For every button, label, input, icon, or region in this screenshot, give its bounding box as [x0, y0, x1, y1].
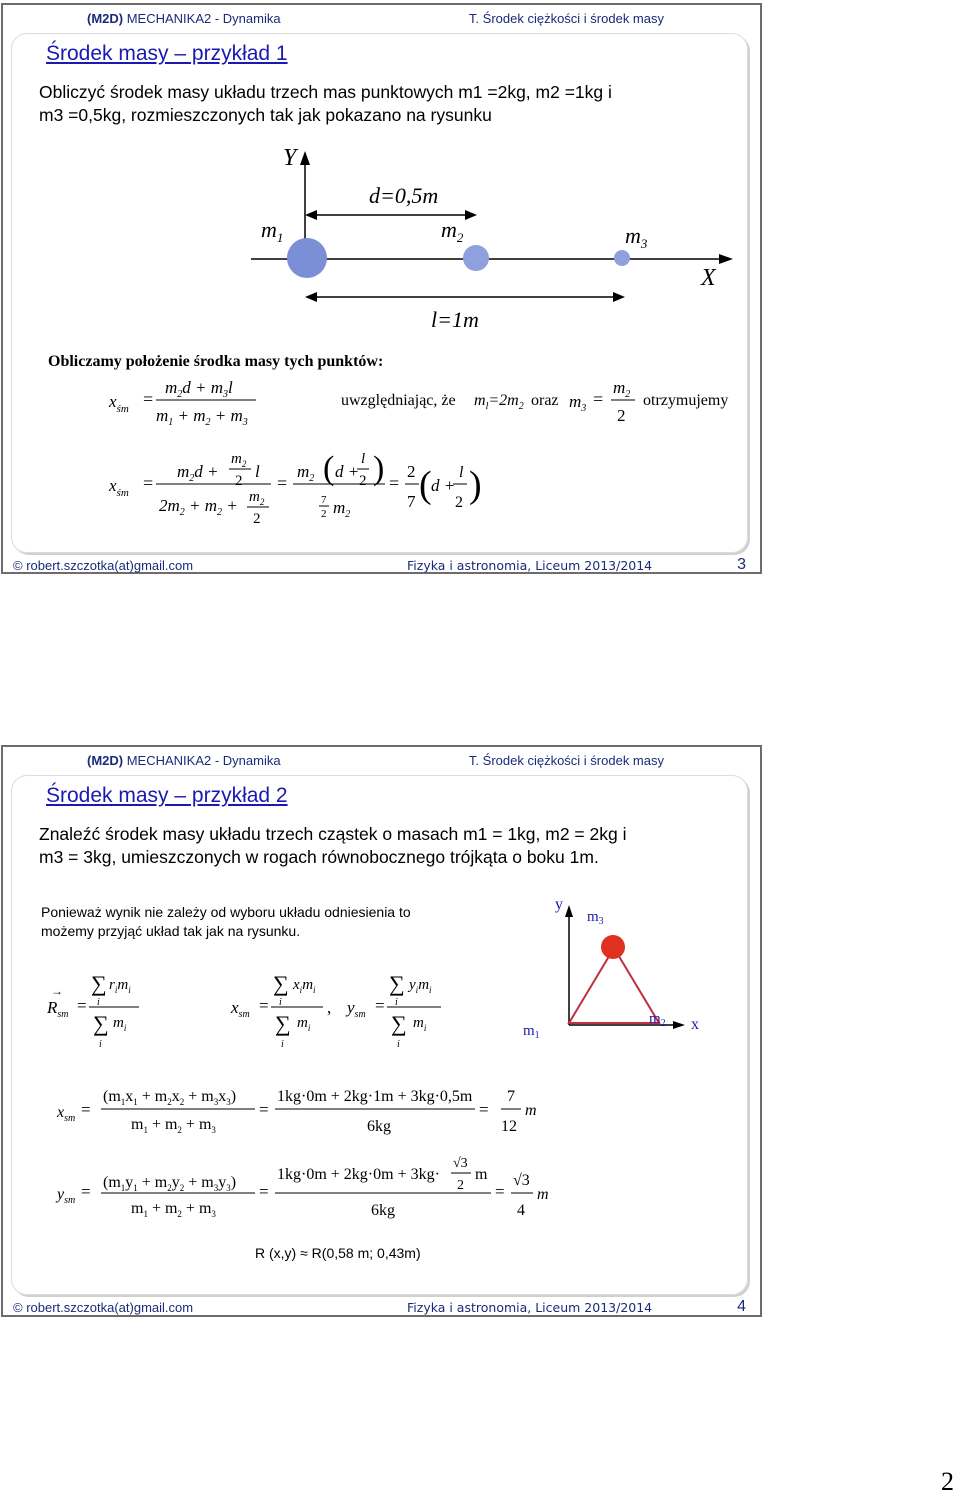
topic-title: T. Środek ciężkości i środek masy — [468, 753, 664, 768]
svg-text:∑: ∑ — [93, 1011, 109, 1036]
svg-text:m1 + m2 + m3: $m_1 + m_2 + m_3$ — [156, 406, 248, 428]
svg-text:(: ( — [323, 450, 335, 487]
svg-text:∑: ∑ — [273, 971, 289, 996]
svg-text:): ) — [373, 450, 385, 487]
svg-text:=: = — [389, 473, 400, 493]
svg-text:m1 + m2 + m3: $m_1 + m_2 + m_3$ — [131, 1200, 216, 1219]
svg-text:i: i — [99, 1039, 102, 1050]
svg-text:(: ( — [419, 464, 432, 506]
document-page-number: 2 — [941, 1467, 954, 1496]
svg-text:7: 7 — [321, 494, 327, 506]
d-label: d=0,5m — [369, 183, 439, 208]
svg-text:i: i — [281, 1039, 284, 1050]
slide-1 — [1, 3, 762, 574]
calc-heading: Obliczamy położenie środka masy tych punktów: — [48, 353, 384, 370]
svg-text:i: i — [395, 997, 398, 1008]
footer-course: Fizyka i astronomia, Liceum 2013/2014 — [407, 558, 653, 573]
svg-text:l: l — [459, 464, 464, 481]
svg-text:d +: d + — [431, 476, 456, 495]
m1-label: m — [523, 1023, 535, 1039]
svg-text:∑: ∑ — [389, 971, 405, 996]
svg-text:xśm: $x_{śm}$ — [109, 392, 129, 415]
svg-text:mi: $m_i$ — [113, 1015, 127, 1033]
x-axis-label: x — [691, 1016, 699, 1033]
course-code: (M2D) — [87, 11, 124, 26]
svg-text:m2d + m3l: $m_2d + m_3l$ — [165, 378, 233, 400]
course-code: (M2D) — [87, 753, 124, 768]
task-text: Obliczyć środek masy układu trzech mas punktowych m1 =2kg, m2 =1kg i m3 =0,5kg, rozmieszczonych tak jak pokazano na rysunku — [39, 82, 612, 125]
footer-email: robert.szczotka(at)gmail.com — [26, 558, 194, 573]
svg-text:=: = — [593, 389, 604, 409]
slide-header — [3, 747, 760, 775]
svg-text:m2: $m_2$ — [249, 489, 265, 507]
svg-text:yimi: $y_im_i$ — [409, 977, 432, 995]
svg-text:=: = — [259, 1182, 269, 1201]
svg-text:√3: √3 — [513, 1172, 530, 1189]
svg-text:m: m — [537, 1186, 549, 1203]
task-text: Znaleźć środek masy układu trzech cząstek o masach m1 = 1kg, m2 = 2kg i m3 = 3kg, umieszczonych w rogach równobocznego trójkąta o boku 1m. — [39, 824, 627, 867]
m3-label: m — [587, 909, 599, 925]
svg-text:ximi: $x_im_i$ — [293, 977, 316, 995]
svg-text:ysm: $y_{sm}$ — [57, 1186, 76, 1206]
svg-text:√3: √3 — [453, 1156, 468, 1171]
svg-text:ml=2m2: $m_l=2m_2$ — [474, 392, 524, 412]
svg-text:6kg: 6kg — [367, 1118, 391, 1135]
svg-text:2: 2 — [455, 494, 463, 511]
svg-text:m2: $m_2$ — [649, 1011, 666, 1029]
topic-title: T. Środek ciężkości i środek masy — [468, 11, 664, 26]
svg-text:otrzymujemy: otrzymujemy — [643, 392, 729, 409]
result-text: R (x,y) ≈ R(0,58 m; 0,43m) — [255, 1245, 421, 1261]
svg-text:xśm: $x_{śm}$ — [109, 476, 129, 499]
svg-text:m1: $m_1$ — [261, 217, 284, 245]
slide-card — [11, 33, 748, 553]
mass-2-circle — [463, 245, 489, 271]
svg-text:rimi: $r_im_i$ — [109, 977, 131, 995]
m2-label: m — [441, 217, 457, 242]
svg-text:xsm: $x_{sm}$ — [57, 1104, 76, 1124]
svg-text:=: = — [495, 1182, 505, 1201]
svg-text:): ) — [469, 464, 482, 506]
note-text: Ponieważ wynik nie zależy od wyboru układu odniesienia to możemy przyjąć układ tak jak na rysunku. — [41, 904, 411, 939]
svg-text:=: = — [81, 1100, 91, 1119]
general-formulas — [41, 965, 481, 1055]
m3-label: m — [625, 223, 641, 248]
svg-text:1kg·0m + 2kg·1m + 3kg·0,5m: 1kg·0m + 2kg·1m + 3kg·0,5m — [277, 1088, 473, 1105]
svg-text:m2: $m_2$ — [231, 451, 247, 469]
svg-text:m3: $m_3$ — [569, 392, 587, 414]
svg-text:∑: ∑ — [275, 1011, 291, 1036]
y-axis-label: Y — [283, 145, 297, 171]
y-axis-label: y — [555, 896, 563, 913]
slide-footer: © robert.szczotka(at)gmail.com Fizyka i astronomia, Liceum 2013/2014 3 — [13, 556, 746, 573]
svg-text:2: 2 — [359, 473, 367, 489]
svg-text:i: i — [397, 1039, 400, 1050]
footer-email: robert.szczotka(at)gmail.com — [26, 1300, 194, 1315]
svg-text:2: 2 — [253, 511, 261, 527]
mass-diagram — [241, 137, 761, 337]
slide-title: Środek masy – przykład 2 — [46, 784, 288, 807]
svg-text:7: 7 — [407, 492, 416, 511]
svg-text:2: 2 — [235, 473, 243, 489]
svg-text:=: = — [277, 473, 288, 493]
x-axis-label: X — [701, 265, 716, 291]
slide-2 — [1, 745, 762, 1317]
calc-equations — [101, 373, 801, 533]
svg-text:m3: $m_3$ — [587, 909, 604, 927]
svg-text:m2: $m_2$ — [333, 498, 351, 520]
svg-text:1kg·0m + 2kg·0m + 3kg·: 1kg·0m + 2kg·0m + 3kg· — [277, 1166, 440, 1183]
svg-text:2: 2 — [617, 406, 626, 425]
svg-text:m2d +: $m_2d$ + — [177, 462, 219, 484]
svg-text:mi: $m_i$ — [413, 1015, 427, 1033]
course-name: MECHANIKA2 - Dynamika — [123, 753, 281, 768]
calc-note: uwzględniając, że — [341, 392, 456, 409]
svg-text:∑: ∑ — [91, 971, 107, 996]
svg-text:oraz: oraz — [531, 392, 559, 409]
mass-3-circle — [614, 250, 630, 266]
slide-number: 3 — [737, 556, 746, 573]
svg-text:2: 2 — [321, 508, 327, 520]
svg-text:xsm: $x_{sm}$ — [231, 998, 250, 1020]
slide-header — [3, 5, 760, 33]
l-label: l=1m — [431, 307, 479, 332]
svg-text:6kg: 6kg — [371, 1202, 395, 1219]
m1-label: m — [261, 217, 277, 242]
svg-text:7: 7 — [507, 1088, 515, 1105]
slide-title: Środek masy – przykład 1 — [46, 42, 288, 65]
svg-text:,: , — [327, 998, 332, 1017]
svg-text:=: = — [143, 473, 154, 493]
svg-text:m: m — [525, 1102, 537, 1119]
svg-text:i: i — [97, 997, 100, 1008]
m2-label: m — [649, 1011, 661, 1027]
svg-text:∑: ∑ — [391, 1011, 407, 1036]
svg-text:=: = — [143, 389, 154, 409]
slide-card — [11, 775, 748, 1295]
svg-text:(m1x1 + m2x2 + m3x3): $(m_1x_1 + m_2x_2 + m_3x_3)$ — [103, 1088, 237, 1107]
svg-text:=: = — [259, 1100, 269, 1119]
svg-text:l: l — [361, 451, 366, 467]
svg-text:m2: $m_2$ — [613, 378, 631, 400]
svg-text:l: l — [255, 462, 260, 481]
svg-text:=: = — [479, 1100, 489, 1119]
svg-text:m2: $m_2$ — [441, 217, 464, 245]
svg-text:m1: $m_1$ — [523, 1023, 540, 1041]
slide-footer: © robert.szczotka(at)gmail.com Fizyka i astronomia, Liceum 2013/2014 4 — [13, 1298, 746, 1315]
svg-text:m: m — [475, 1166, 488, 1183]
svg-text:4: 4 — [517, 1202, 525, 1219]
course-name: MECHANIKA2 - Dynamika — [123, 11, 281, 26]
svg-text:m2: $m_2$ — [297, 462, 315, 484]
svg-text:12: 12 — [501, 1118, 517, 1135]
svg-text:m3: $m_3$ — [625, 223, 648, 251]
triangle-diagram — [523, 893, 729, 1043]
svg-text:Rsm: $R_{sm}$ — [47, 998, 69, 1020]
computation-equations — [55, 1075, 595, 1235]
svg-text:=: = — [81, 1182, 91, 1201]
slide-number: 4 — [737, 1298, 746, 1315]
svg-text:(m1y1 + m2y2 + m3y3): $(m_1y_1 + m_2y_2 + m_3y_3)$ — [103, 1174, 237, 1193]
svg-text:2: 2 — [407, 462, 416, 481]
svg-text:2m2 + m2 +: $2m_2 + m_2$ + — [159, 496, 238, 518]
mass-3-circle — [601, 935, 625, 959]
svg-text:ysm: $y_{sm}$ — [347, 998, 366, 1020]
svg-text:→: → — [51, 984, 63, 998]
footer-course: Fizyka i astronomia, Liceum 2013/2014 — [407, 1300, 653, 1315]
svg-text:=: = — [259, 996, 269, 1015]
svg-text:=: = — [375, 996, 385, 1015]
svg-text:2: 2 — [457, 1178, 464, 1193]
svg-text:mi: $m_i$ — [297, 1015, 311, 1033]
svg-text:d +: d + — [335, 462, 360, 481]
svg-text:=: = — [77, 996, 87, 1015]
svg-text:i: i — [279, 997, 282, 1008]
svg-text:m1 + m2 + m3: $m_1 + m_2 + m_3$ — [131, 1116, 216, 1135]
mass-1-circle — [287, 238, 327, 278]
